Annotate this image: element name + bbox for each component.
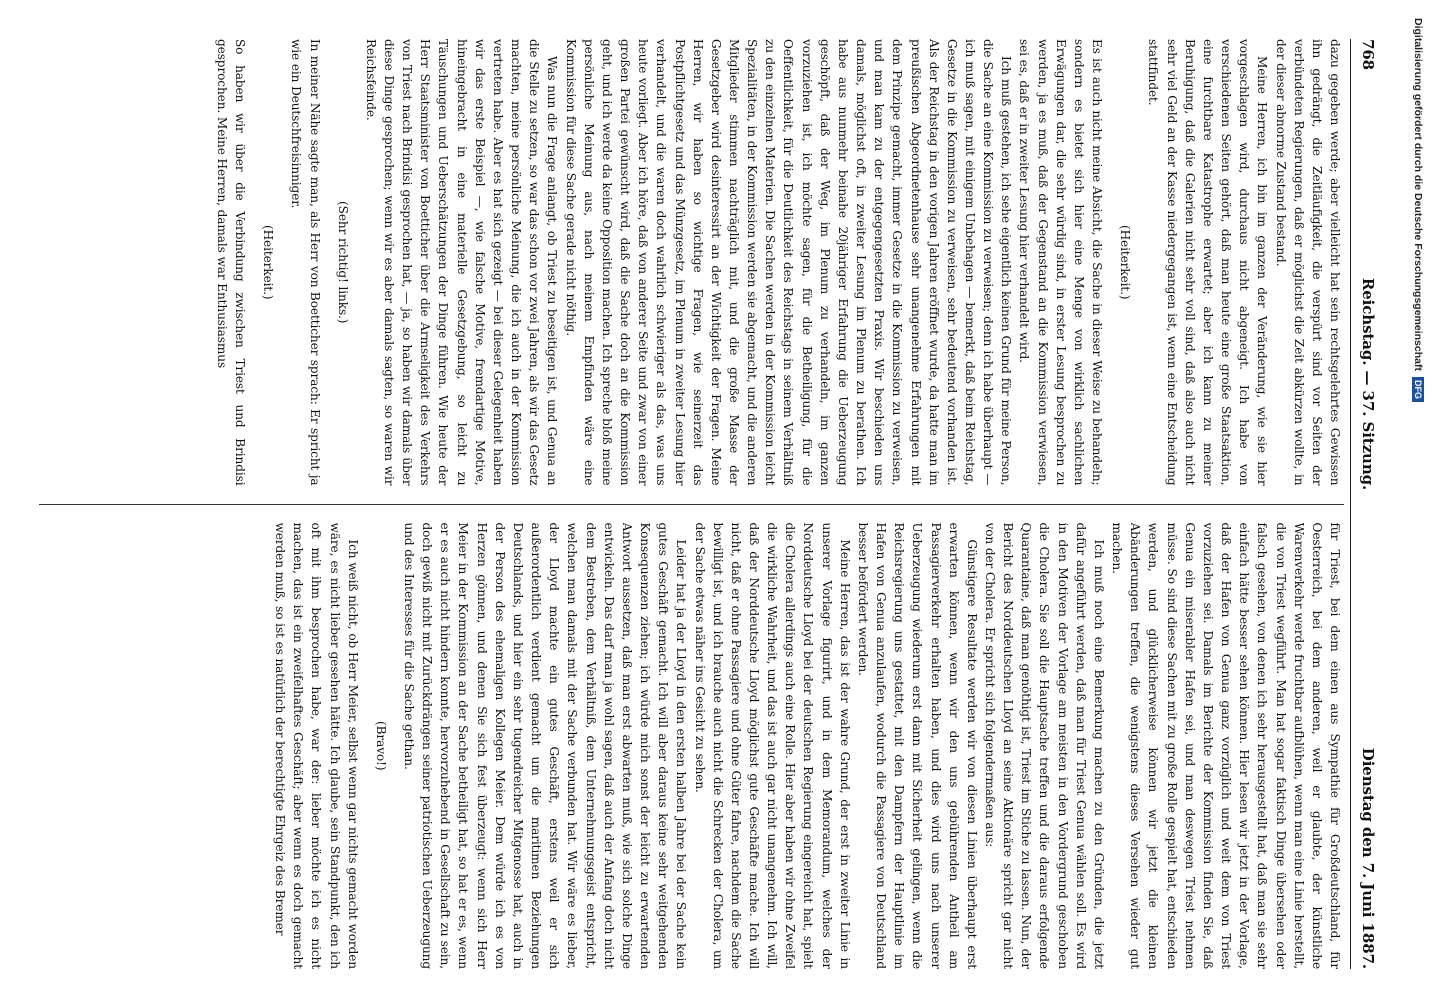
paragraph: dazu gegeben werde; aber vielleicht hat sein rechtsgelehrtes Gewissen ihn gedrängt, die Zeitläufigkeit, die verspürt sind vor Seiten der verbündeten Regierungen, daß er möglichst die Zeit abkürzen wollte, in der dieser abnorme Zustand bestand. <box>1273 39 1342 486</box>
header-title: Reichstag. — 37. Sitzung. <box>1359 277 1377 491</box>
paragraph: Leider hat ja der Lloyd in den ersten halben Jahre bei der Sache kein gutes Geschäft gemacht. Ich will aber daraus keine sehr weitgehenden Konsequenzen ziehen; ich würde mich sonst der leicht zu erwartenden Antwort aussetzen, daß man erst abwarten muß, wie sich solche Dinge entwickeln. Das darf man ja wohl sagen, daß auch der Anfang doch nicht dem Bestreben, dem Verhältniß, dem Unternehmungsgeist entspricht, welchen man damals mit der Sache verbunden hat. Wir wäre es lieber, der Lloyd machte ein gutes Geschäft, erstens weil er sich außerordentlich verdient gemacht um die maritimen Beziehungen Deutschlands, und hier ein sehr tugendreicher Mitgenosse hat, auch in der Person des ehemaligen Kollegen Meier. Dem würde ich es von Herzen gönnen, und denen Sie sich fest überzeugt: wenn sich Herr Meier in der Kommission an der Sache betheiligt hat, so hat er es, wenn er es auch nicht hindern konnte, hervorzuhebend in Gesellschaft zu sein, doch gewiß nicht mit Zurückdrängen seiner patriotischen Ueberzeugung und des Interesses für die Sache gethan. <box>402 522 689 969</box>
paragraph: Meine Herren, das ist der wahre Grund, der erst in zweiter Linie in unserer Vorlage figurirt, und in dem Memorandum, welches der Norddeutsche Lloyd bei der deutschen Regierung eingereicht hat, spielt die Cholera allerdings auch eine Rolle. Hier aber haben wir ohne Zweifel die wirkliche Wahrheit, und das ist auch gar nicht unangenehm. Ich will, daß der Norddeutsche Lloyd möglichst gute Geschäfte mache. Ich will nicht, daß er ohne Passagiere und ohne Güter fahre, nachdem die Sache bewilligt ist, und ich brauche auch nicht die Schrecken der Cholera, um der Sache etwas näher ins Gesicht zu sehen. <box>692 522 852 969</box>
text-columns <box>39 39 1344 969</box>
paragraph: Es ist auch nicht meine Absicht, die Sache in dieser Weise zu behandeln; sondern es bietet sich hier eine Menge von wirklich sachlichen Erwägungen dar, die sehr würdig sind, in erster Lesung besprochen zu werden, ja es muß, daß der Gegenstand an die Kommission verwiesen, sei es, daß er in zweiter Lesung hier verhandelt wird. <box>1017 39 1105 486</box>
right-column <box>39 523 1344 970</box>
paragraph: für Triest, bei dem einen aus Sympathie für Großdeutschland, für Oesterreich, bei dem anderen, weil er glaubte, der künstliche Warenverkehr werde fruchtbar aufblühen, wenn man eine Linie herstellt, die von Triest wegführt. Man hat sogar faktisch Dinge übersehen oder falsch gesehen, von denen ich sehr herausgestellt hat, daß man sie sehr einfach hätte besser sehen können. Hier lesen wir jetzt in der Vorlage, daß der Hafen von Genua ganz vorzüglich und weit dem von Triest vorzuziehen sei. Damals im Berichte der Kommission finden Sie, daß Genua ein miserabler Hafen sei, und man deswegen Triest nehmen müsse. So sind diese Sachen mit zu große Rolle gespielt hat, entschieden werden, und glücklicherweise können wir jetzt die kleinen Abänderungen treffen, die wenigstens dieses Versehen wieder gut machen. <box>1110 522 1342 969</box>
paragraph: So haben wir über die Verbindung zwischen Triest und Brindisi gesprochen. Meine Herren, damals war Enthusiasmus <box>214 39 248 486</box>
left-column <box>39 39 1344 486</box>
paragraph: In meiner Nähe sagte man, als Herr von Boetticher sprach: Er spricht ja wie ein Deutschfreisinniger. <box>289 39 322 486</box>
paragraph: Meine Herren, ich bin im ganzen der Veränderung, wie sie hier vorgeschlagen wird, durchaus nicht abgeneigt. Ich habe von verschiedenen Seiten gehört, daß man heute eine große Staatsaktion, eine furchtbare Katastrophe erwartet; aber ich kann zu meiner Beruhigung, daß die Galerien nicht sehr voll sind, daß also auch nicht sehr viel Geld an der Kasse niedergegangen ist, wenn eine Entscheidung stattfindet. <box>1146 39 1270 486</box>
dfg-credit-strip <box>1408 18 1428 618</box>
stage-direction: (Bravo!) <box>373 721 388 771</box>
document-page <box>4 5 1399 995</box>
stage-direction: (Heiterkeit.) <box>261 224 276 300</box>
paragraph: Was nun die Frage anlangt, ob Triest zu beseitigen ist, und Genua an die Stelle zu setzen, so war das schon vor zwei Jahren, als wir das Gesetz machten, meine persönliche Meinung, die ich auch in der Kommission vertreten habe. Aber es hat sich gezeigt — bei dieser Gelegenheit haben wir das erste Beispiel —, wie falsche Motive, fremdartige Motive, hineingebracht in eine materielle Gesetzgebung, so leicht zu Täuschungen und Ueberschätzungen der Dinge führen. Wie heute der Herr Staatsminister von Boetticher über die Armseligkeit des Verkehrs von Triest nach Brindisi gesprochen hat, — ja, so haben wir damals über diese Dinge gesprochen; wenn wir es aber damals sagten, so waren wir Reichsfeinde. <box>363 39 560 486</box>
page-number: 768 <box>1359 39 1377 71</box>
stage-direction: (Sehr richtig! links.) <box>335 201 350 324</box>
column-rule <box>39 504 1344 505</box>
header-date: Dienstag den 7. Juni 1887. <box>1359 747 1377 969</box>
paragraph: Ich weiß nicht, ob Herr Meier, selbst wenn gar nichts gemacht worden wäre, es nicht lieber gesehen hätte. Ich glaube, sein Standpunkt, den ich oft mit ihm besprochen habe, war der: lieber möchte ich es nicht machen, das ist ein zweifelhaftes Geschäft; aber wenn es doch gemacht werden muß, so ist es natürlich der berechtigte Ehrgeiz des Bremer <box>273 522 360 969</box>
paragraph: Ich muß gestehen, ich sehe eigentlich keinen Grund für meine Person, die Sache an eine Kommission zu verweisen; denn ich habe überhaupt — ich muß sagen, mit einigem Unbehagen — bemerkt, daß beim Reichstag, Gesetze in die Kommission zu verweisen, sehr bedeutend vorhanden ist. Als der Reichstag in den vorigen Jahren eröffnet wurde, da hatte man im preußischen Abgeordnetenhause sehr unangenehme Erfahrungen mit dem Prinzipe gemacht, immer Gesetze in die Kommission zu verweisen, und man kam zu der entgegengesetzten Praxis. Wir beschieden uns damals, möglichst oft, in zweiter Lesung im Plenum zu berathen. Ich habe aus nunmehr beinahe 20jähriger Erfahrung die Ueberzeugung geschöpft, daß der Weg, im Plenum zu verhandeln, im ganzen vorzuziehen ist, ich möchte sagen, für die Betheiligung, für die Oeffentlichkeit, für die Deutlichkeit des Reichstags in seinem Verhältniß zu den einzelnen Materien. Die Sachen werden in der Kommission leicht Spezialitäten, in der Kommission werden sie abgemacht, und die anderen Mitglieder stimmen nachträglich mit, und die große Masse der Gesetzgeber wird desinteressirt an der Wichtigkeit der Fragen. Meine Herren, wir haben so wichtige Fragen, wie seinerzeit das Postpflichtgesetz und das Münzgesetz, im Plenum in zweiter Lesung hier verhandelt, und die waren doch wahrlich schwieriger als das, was uns heute vorliegt. Aber ich höre, daß von anderer Seite und zwar von einer großen Partei gewünscht wird, daß die Sache doch an die Kommission geht, und ich werde da keine Opposition machen. Ich spreche bloß meine persönliche Meinung aus, nach meinem Empfinden wäre eine Kommission für diese Sache gerade nicht nöthig. <box>563 39 1014 486</box>
page-header <box>1350 39 1377 969</box>
paragraph: Ich muß noch eine Bemerkung machen zu den Gründen, die jetzt dafür angeführt werden, daß man für Triest Genua wählen soll. Es wird in den Motiven der Vorlage am meisten in den Vordergrund geschoben die Cholera. Sie soll die Hauptsache treffen und die daraus erfolgende Quarantaine, daß man genöthigt ist, Triest im Stiche zu lassen. Nun, der Bericht des Norddeutschen Lloyd an seine Aktionäre spricht gar nicht von der Cholera. Er spricht sich folgendermaßen aus: <box>983 522 1106 969</box>
dfg-logo: DFG <box>1412 377 1424 402</box>
stage-direction: (Heiterkeit.) <box>1118 224 1133 300</box>
dfg-credit-text: Digitalisierung gefördert durch die Deutsche Forschungsgemeinschaft <box>1412 18 1424 371</box>
paragraph: Günstigere Resultate werden wir von diesen Linien überhaupt erst erwarten können, wenn wir den uns gebührenden Antheil am Passagierverkehr erhalten haben, und dies wird uns nach unserer Ueberzeugung wiederum erst dann mit Sicherheit gelingen, wenn die Reichsregierung uns gestattet, mit den Dampfern der Hauptlinie im Hafen von Genua anzulaufen, wodurch die Passagiere von Deutschland besser befördert werden. <box>855 522 979 969</box>
